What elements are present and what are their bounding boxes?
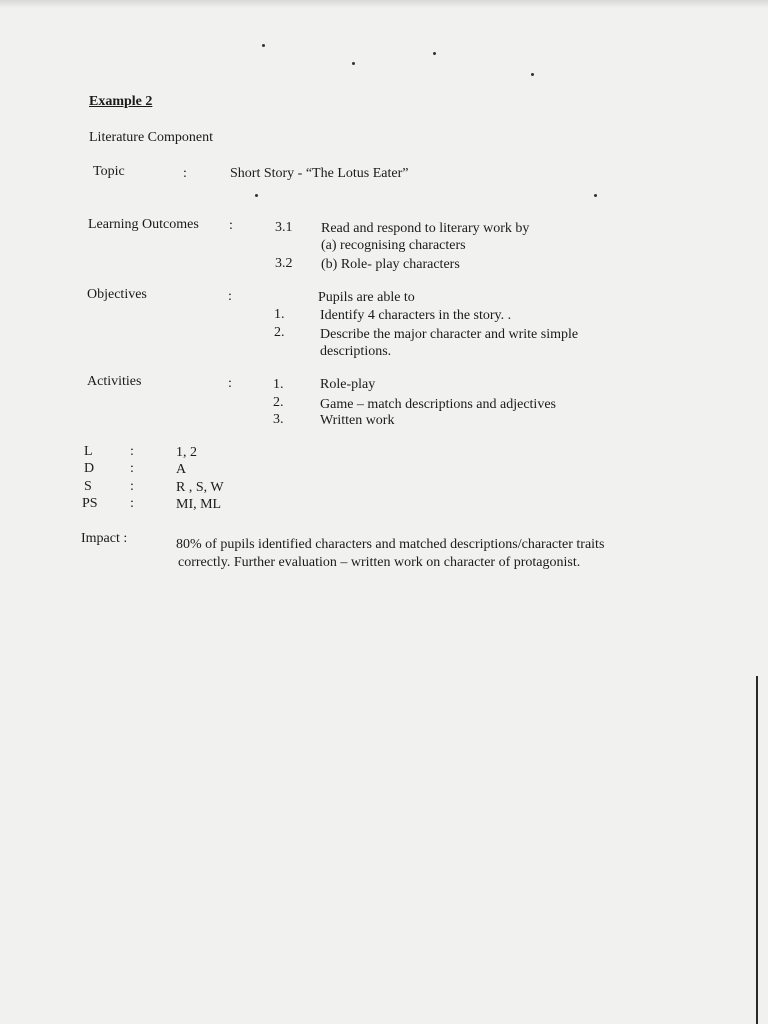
code-value: R , S, W [176, 480, 224, 495]
outcome-number: 3.2 [275, 256, 293, 271]
code-key: S [84, 479, 92, 494]
document-heading: Example 2 [89, 94, 153, 109]
component-title: Literature Component [89, 130, 214, 145]
activity-number: 2. [273, 395, 284, 410]
code-key: PS [82, 496, 98, 511]
activity-text: Role-play [320, 377, 376, 392]
activity-number: 1. [273, 377, 284, 392]
activities-label: Activities [87, 374, 142, 389]
impact-text: 80% of pupils identified characters and matched descriptions/character traits [176, 537, 605, 552]
scan-speck [433, 52, 436, 55]
scan-speck [352, 62, 355, 65]
objective-number: 2. [274, 325, 285, 340]
code-colon: : [130, 461, 134, 476]
scan-speck [255, 194, 258, 197]
code-value: A [176, 462, 187, 477]
impact-label: Impact : [81, 531, 128, 546]
learning-outcomes-label: Learning Outcomes [88, 217, 199, 232]
scan-speck [531, 73, 534, 76]
scan-speck [594, 194, 597, 197]
activities-colon: : [228, 376, 232, 391]
code-value: 1, 2 [176, 445, 197, 460]
topic-colon: : [183, 166, 187, 181]
activity-text: Written work [320, 413, 395, 428]
objective-text: descriptions. [320, 344, 392, 359]
scan-speck [262, 44, 265, 47]
code-colon: : [130, 496, 134, 511]
outcome-text: (b) Role- play characters [321, 257, 460, 272]
scan-edge-line [756, 676, 758, 1024]
objective-text: Describe the major character and write simple [320, 327, 579, 342]
objectives-intro: Pupils are able to [318, 290, 415, 305]
objective-number: 1. [274, 307, 285, 322]
impact-text: correctly. Further evaluation – written work on character of protagonist. [178, 555, 581, 570]
scan-top-shadow [0, 0, 768, 8]
code-key: L [84, 444, 93, 459]
code-value: MI, ML [176, 497, 222, 512]
code-colon: : [130, 479, 134, 494]
objectives-label: Objectives [87, 287, 147, 302]
topic-value: Short Story - “The Lotus Eater” [230, 166, 409, 181]
objectives-colon: : [228, 289, 232, 304]
outcome-text: (a) recognising characters [321, 238, 466, 253]
outcome-number: 3.1 [275, 220, 293, 235]
activity-number: 3. [273, 412, 284, 427]
outcome-text: Read and respond to literary work by [321, 221, 530, 236]
objective-text: Identify 4 characters in the story. . [320, 308, 512, 323]
code-colon: : [130, 444, 134, 459]
activity-text: Game – match descriptions and adjectives [320, 397, 556, 412]
topic-label: Topic [93, 164, 125, 179]
code-key: D [84, 461, 95, 476]
learning-outcomes-colon: : [229, 218, 233, 233]
